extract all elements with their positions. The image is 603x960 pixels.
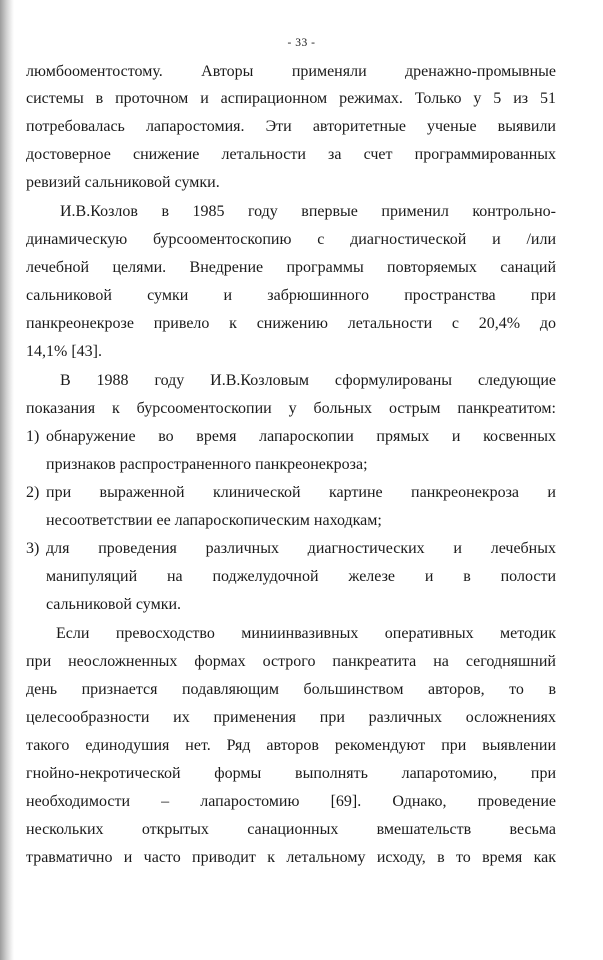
text-line: динамическую бурсооментоскопию с диагностической и /или (26, 231, 556, 248)
list-number: 2) (26, 484, 40, 501)
list-item-text: при выраженной клинической картине панкреонекроза и (46, 484, 556, 501)
text-line: необходимости – лапаростомию [69]. Однако, проведение (26, 793, 556, 810)
text-line: нескольких открытых санационных вмешательств весьма (26, 821, 556, 838)
text-line: гнойно-некротической формы выполнять лапаротомию, при (26, 765, 556, 782)
text-line: сальниковой сумки. (46, 596, 182, 613)
text-line: признаков распространенного панкреонекроза; (46, 456, 368, 473)
list-number: 1) (26, 428, 40, 445)
text-line: манипуляций на поджелудочной железе и в полости (46, 568, 556, 585)
text-line: сальниковой сумки и забрюшинного пространства при (26, 287, 556, 304)
text-line: день признается подавляющим большинством авторов, то в (26, 681, 556, 698)
list-item (26, 427, 556, 447)
text-line: потребовалась лапаростомия. Эти авторитетные ученые выявили (26, 118, 556, 135)
text-line: при неосложненных формах острого панкреатита на сегодняшний (26, 653, 556, 670)
list-item-text: для проведения различных диагностических и лечебных (46, 540, 556, 557)
page-number: - 33 - (287, 37, 316, 49)
text-line: Если превосходство миниинвазивных оперативных методик (56, 625, 556, 642)
text-line: 14,1% [43]. (26, 343, 102, 360)
text-line: лечебной целями. Внедрение программы повторяемых санаций (26, 259, 556, 276)
text-line: И.В.Козлов в 1985 году впервые применил контрольно- (60, 203, 556, 220)
text-line: несоответствии ее лапароскопическим находкам; (46, 512, 382, 529)
scan-edge-shadow (0, 0, 14, 960)
list-item (26, 483, 556, 503)
text-line: панкреонекрозе привело к снижению летальности с 20,4% до (26, 315, 556, 332)
text-line: достоверное снижение летальности за счет программированных (26, 146, 556, 163)
list-item (26, 539, 556, 559)
list-number: 3) (26, 540, 40, 557)
text-line: ревизий сальниковой сумки. (26, 174, 220, 191)
list-item-text: обнаружение во время лапароскопии прямых и косвенных (46, 428, 556, 445)
text-line: травматично и часто приводит к летальному исходу, в то время как (26, 849, 556, 866)
text-line: люмбооментостому. Авторы применяли дренажно-промывные (26, 63, 556, 80)
text-line: такого единодушия нет. Ряд авторов рекомендуют при выявлении (26, 737, 556, 754)
text-line: системы в проточном и аспирационном режимах. Только у 5 из 51 (26, 90, 556, 107)
text-line: В 1988 году И.В.Козловым сформулированы следующие (60, 372, 556, 389)
text-line: показания к бурсооментоскопии у больных острым панкреатитом: (26, 400, 556, 417)
text-line: целесообразности их применения при различных осложнениях (26, 709, 556, 726)
